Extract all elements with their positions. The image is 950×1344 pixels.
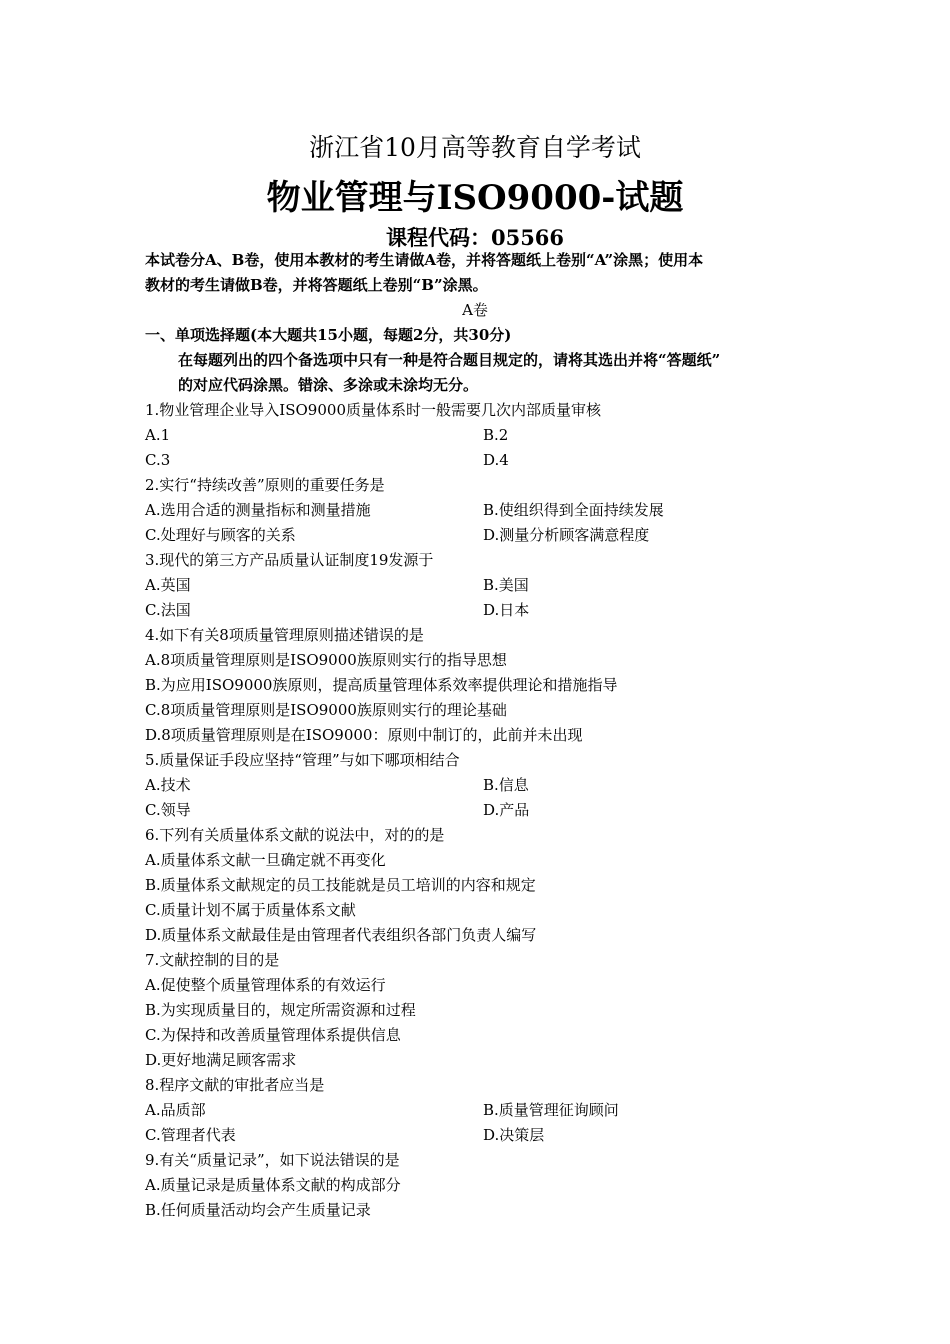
question-5-option-d: D.产品 (483, 801, 530, 819)
question-6-option-b: B.质量体系文献规定的员工技能就是员工培训的内容和规定 (145, 876, 536, 894)
question-7-stem: 7.文献控制的目的是 (145, 951, 280, 969)
question-8-stem: 8.程序文献的审批者应当是 (145, 1076, 325, 1094)
exam-title: 浙江省10月高等教育自学考试 (309, 133, 641, 162)
question-5-option-c: C.领导 (145, 801, 191, 819)
question-6-option-a: A.质量体系文献一旦确定就不再变化 (145, 851, 386, 869)
question-3-option-a: A.英国 (145, 576, 191, 594)
question-1-option-c: C.3 (145, 451, 171, 469)
question-5-option-b: B.信息 (483, 776, 529, 794)
question-8-option-c: C.管理者代表 (145, 1126, 236, 1144)
question-4-stem: 4.如下有关8项质量管理原则描述错误的是 (145, 626, 424, 644)
course-code: 课程代码：05566 (385, 225, 565, 250)
question-1-option-a: A.1 (145, 426, 171, 444)
question-2-option-b: B.使组织得到全面持续发展 (483, 501, 664, 519)
instructions-line-2: 教材的考生请做B卷，并将答题纸上卷别“B”涂黑。 (145, 276, 488, 294)
question-4-option-a: A.8项质量管理原则是ISO9000族原则实行的指导思想 (145, 651, 507, 669)
question-2-option-a: A.选用合适的测量指标和测量措施 (145, 501, 371, 519)
volume-label: A卷 (462, 301, 488, 319)
question-2-option-d: D.测量分析顾客满意程度 (483, 526, 650, 544)
question-8-option-d: D.决策层 (483, 1126, 545, 1144)
question-9-option-a: A.质量记录是质量体系文献的构成部分 (145, 1176, 401, 1194)
question-7-option-a: A.促使整个质量管理体系的有效运行 (145, 976, 386, 994)
question-6-option-c: C.质量计划不属于质量体系文献 (145, 901, 356, 919)
section-note-2: 的对应代码涂黑。错涂、多涂或未涂均无分。 (178, 376, 479, 394)
question-9-option-b: B.任何质量活动均会产生质量记录 (145, 1201, 371, 1219)
question-5-option-a: A.技术 (145, 776, 191, 794)
question-6-stem: 6.下列有关质量体系文献的说法中，对的的是 (145, 826, 445, 844)
question-4-option-c: C.8项质量管理原则是ISO9000族原则实行的理论基础 (145, 701, 507, 719)
question-1-option-b: B.2 (483, 426, 509, 444)
question-4-option-b: B.为应用ISO9000族原则，提高质量管理体系效率提供理论和措施指导 (145, 676, 618, 694)
section-note-1: 在每题列出的四个备选项中只有一种是符合题目规定的，请将其选出并将“答题纸” (178, 351, 721, 369)
question-2-option-c: C.处理好与顾客的关系 (145, 526, 296, 544)
question-4-option-d: D.8项质量管理原则是在ISO9000：原则中制订的，此前并未出现 (145, 726, 583, 744)
question-7-option-b: B.为实现质量目的，规定所需资源和过程 (145, 1001, 416, 1019)
question-5-stem: 5.质量保证手段应坚持“管理”与如下哪项相结合 (145, 751, 460, 769)
question-8-option-a: A.品质部 (145, 1101, 206, 1119)
question-7-option-d: D.更好地满足顾客需求 (145, 1051, 297, 1069)
question-3-option-d: D.日本 (483, 601, 530, 619)
subject-title: 物业管理与ISO9000-试题 (266, 178, 684, 218)
question-1-stem: 1.物业管理企业导入ISO9000质量体系时一般需要几次内部质量审核 (145, 401, 601, 419)
section-heading: 一、单项选择题(本大题共15小题，每题2分，共30分) (145, 326, 512, 344)
question-8-option-b: B.质量管理征询顾问 (483, 1101, 619, 1119)
question-3-stem: 3.现代的第三方产品质量认证制度19发源于 (145, 551, 434, 569)
question-1-option-d: D.4 (483, 451, 509, 469)
question-3-option-c: C.法国 (145, 601, 191, 619)
question-2-stem: 2.实行“持续改善”原则的重要任务是 (145, 476, 385, 494)
question-7-option-c: C.为保持和改善质量管理体系提供信息 (145, 1026, 401, 1044)
question-3-option-b: B.美国 (483, 576, 529, 594)
question-9-stem: 9.有关“质量记录”，如下说法错误的是 (145, 1151, 400, 1169)
question-6-option-d: D.质量体系文献最佳是由管理者代表组织各部门负责人编写 (145, 926, 537, 944)
instructions-line-1: 本试卷分A、B卷，使用本教材的考生请做A卷，并将答题纸上卷别“A”涂黑；使用本 (145, 251, 704, 269)
